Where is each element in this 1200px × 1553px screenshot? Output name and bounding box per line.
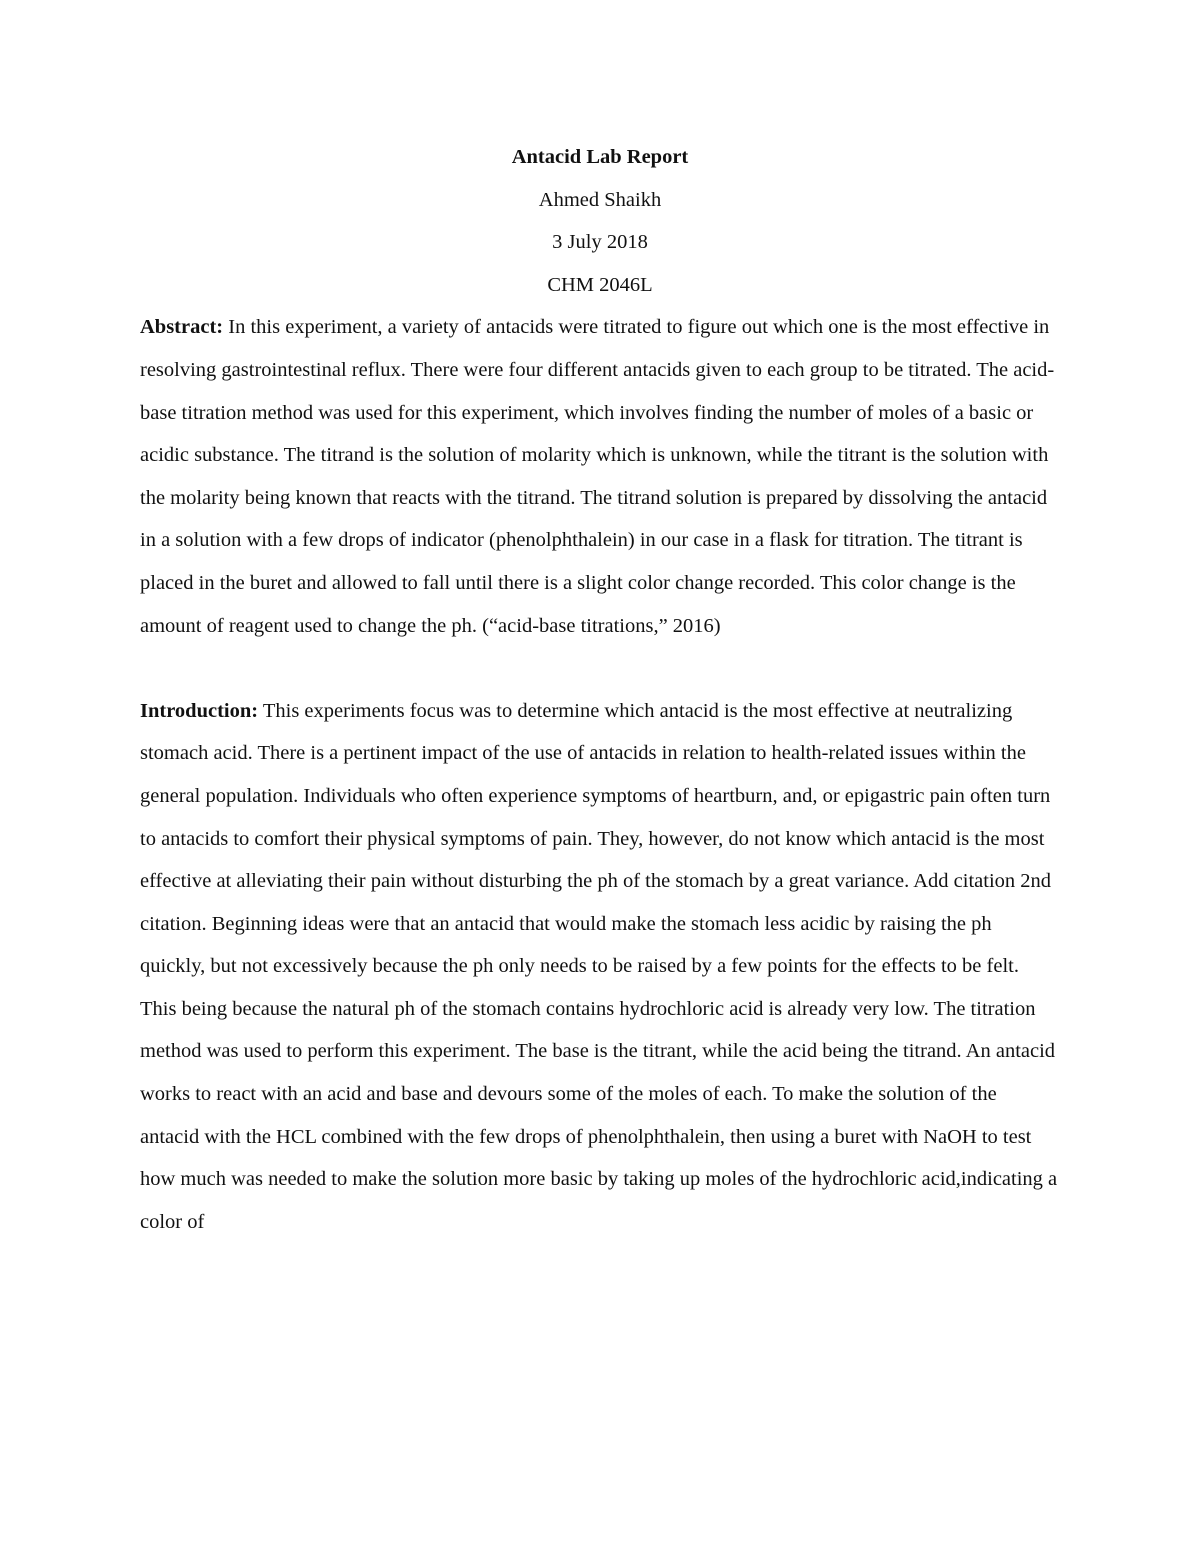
report-date: 3 July 2018 (552, 231, 648, 254)
section-gap (140, 647, 1060, 690)
abstract-paragraph (140, 306, 1060, 647)
author-name: Ahmed Shaikh (538, 188, 662, 211)
document-page (140, 136, 1060, 1243)
introduction-text: This experiments focus was to determine which antacid is the most effective at neutralizing stomach acid. There is a pertinent impact of the use of antacids in relation to health-related issues within the general population. Individuals who often experience symptoms of heartburn, and, or epigastric pain often turn to antacids to comfort their physical symptoms of pain. They, however, do not know which antacid is the most effective at alleviating their pain without disturbing the ph of the stomach by a great variance. Add citation 2nd citation. Beginning ideas were that an antacid that would make the stomach less acidic by raising the ph quickly, but not excessively because the ph only needs to be raised by a few points for the effects to be felt. This being because the natural ph of the stomach contains hydrochloric acid is already very low. The titration method was used to perform this experiment. The base is the titrant, while the acid being the titrand. An antacid works to react with an acid and base and devours some of the moles of each. To make the solution of the antacid with the HCL combined with the few drops of phenolphthalein, then using a buret with NaOH to test how much was needed to make the solution more basic by taking up moles of the hydrochloric acid,indicating a color of (140, 699, 1058, 1233)
abstract-heading: Abstract: (140, 316, 224, 339)
abstract-text: In this experiment, a variety of antacids were titrated to figure out which one is the most effective in resolving gastrointestinal reflux. There were four different antacids given to each group to be titrated. The acid-base titration method was used for this experiment, which involves finding the number of moles of a basic or acidic substance. The titrand is the solution of molarity which is unknown, while the titrant is the solution with the molarity being known that reacts with the titrand. The titrand solution is prepared by dissolving the antacid in a solution with a few drops of indicator (phenolphthalein) in our case in a flask for titration. The titrant is placed in the buret and allowed to fall until there is a slight color change recorded. This color change is the amount of reagent used to change the ph. (“acid-base titrations,” 2016) (140, 316, 1055, 637)
course-code: CHM 2046L (547, 273, 653, 296)
introduction-paragraph (140, 690, 1060, 1244)
introduction-heading: Introduction: (140, 699, 259, 722)
report-title: Antacid Lab Report (511, 146, 689, 168)
